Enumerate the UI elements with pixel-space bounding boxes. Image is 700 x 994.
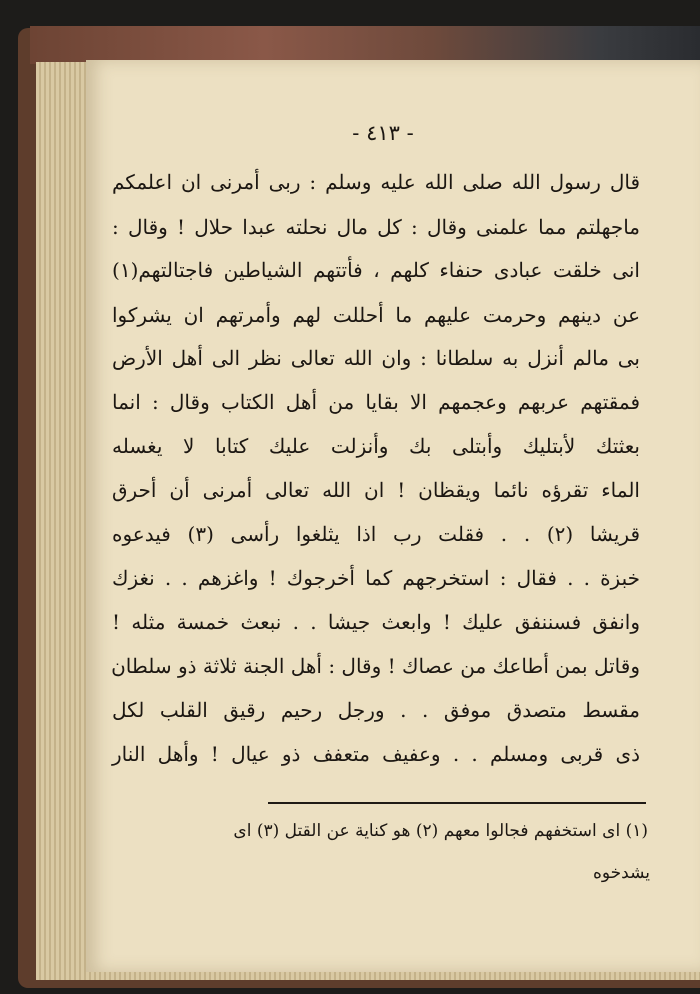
page-number: - ٤١٣ - (352, 121, 414, 145)
footnote-line: (١) اى استخفهم فجالوا معهم (٢) هو كناية عن القتل (٣) اى (233, 821, 648, 841)
text-line: وانفق فسننفق عليك ! وابعث جيشا . . نبعث خمسة مثله ! (112, 610, 640, 634)
text-line: بعثتك لأبتليك وأبتلى بك وأنزلت عليك كتابا لا يغسله (112, 434, 640, 458)
text-line: ذى قربى ومسلم . . وعفيف متعفف ذو عيال ! وأهل النار (112, 742, 640, 766)
text-line: وقاتل بمن أطاعك من عصاك ! وقال : أهل الجنة ثلاثة ذو سلطان (111, 654, 640, 678)
text-line: خبزة . . فقال : استخرجهم كما أخرجوك ! واغزهم . . نغزك (112, 566, 640, 590)
text-line: الماء تقرؤه نائما ويقظان ! ان الله تعالى أمرنى أن أحرق (112, 478, 640, 502)
text-line: بى مالم أنزل به سلطانا : وان الله تعالى نظر الى أهل الأرض (112, 346, 640, 370)
text-line: قال رسول الله صلى الله عليه وسلم : ربى أمرنى ان اعلمكم (112, 170, 641, 194)
text-line: فمقتهم عربهم وعجمهم الا بقايا من أهل الكتاب وقال : انما (112, 390, 640, 414)
text-line: مقسط متصدق موفق . . ورجل رحيم رقيق القلب لكل (112, 698, 640, 722)
text-line: عن دينهم وحرمت عليهم ما أحللت لهم وأمرتهم ان يشركوا (112, 303, 640, 327)
footnote-divider (268, 802, 646, 804)
book-top-edge (30, 26, 700, 64)
text-line: ماجهلتم مما علمنى وقال : كل مال نحلته عبدا حلال ! وقال : (112, 215, 640, 239)
footnote-line: يشدخوه (592, 863, 650, 883)
text-line: قريشا (٢) . . فقلت رب اذا يثلغوا رأسى (٣) فيدعوه (112, 522, 640, 546)
text-line: انى خلقت عبادى حنفاء كلهم ، فأتتهم الشياطين فاجتالتهم(١) (112, 258, 640, 282)
